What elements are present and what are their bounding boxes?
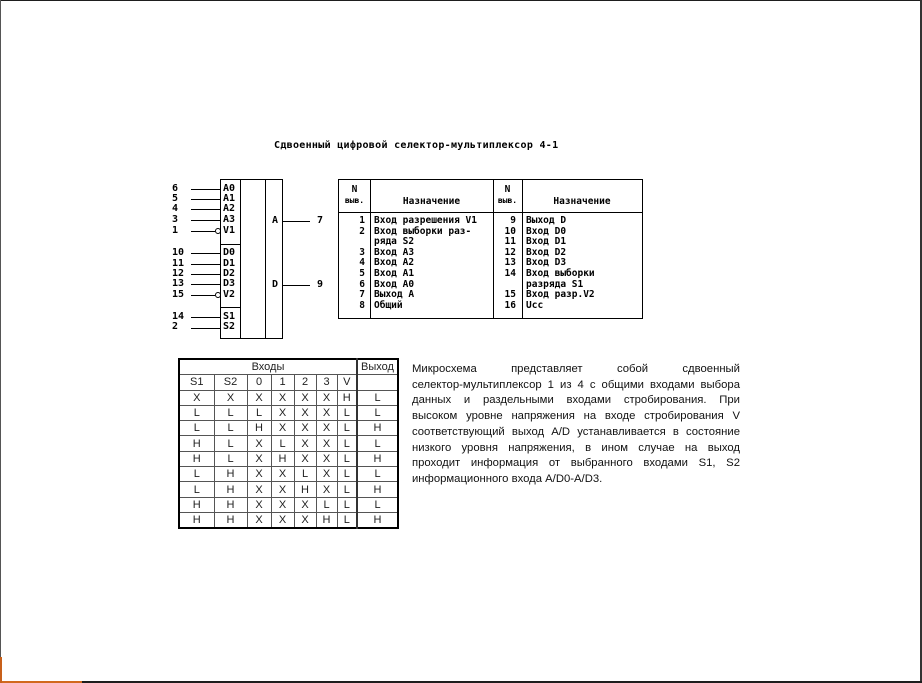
pin-wire	[191, 295, 215, 296]
truth-cell: X	[294, 421, 316, 436]
column-header: 1	[271, 375, 294, 390]
truth-cell: X	[247, 482, 271, 497]
header-purpose: Назначение	[553, 196, 611, 207]
pin-number: 12	[172, 268, 185, 279]
pin-number-cell: 9	[510, 215, 516, 226]
pin-label: A2	[223, 203, 236, 214]
truth-cell: X	[316, 451, 337, 466]
header-pin-number	[493, 184, 522, 206]
description-line: проходит информация от выбранного входами S1, S2	[412, 457, 740, 470]
table-row	[179, 467, 398, 482]
window-left-border	[0, 0, 1, 683]
truth-cell: X	[271, 390, 294, 405]
truth-cell: L	[179, 421, 214, 436]
pin-wire	[191, 317, 220, 318]
truth-output-cell: H	[357, 512, 398, 528]
pin-wire	[191, 284, 220, 285]
truth-output-cell: L	[357, 405, 398, 420]
truth-cell: H	[179, 436, 214, 451]
pin-number-cell: 6	[359, 278, 365, 290]
truth-cell: X	[271, 467, 294, 482]
pin-number-cell: 11	[504, 236, 516, 248]
truth-cell: X	[247, 467, 271, 482]
pin-wire	[191, 328, 220, 329]
pin-number: 14	[172, 311, 185, 322]
table-row	[179, 405, 398, 420]
output-label: D	[272, 279, 279, 290]
pin-label: D2	[223, 268, 236, 279]
output-wire	[283, 285, 310, 286]
truth-cell: H	[179, 497, 214, 512]
truth-cell: X	[214, 390, 247, 405]
truth-cell: X	[294, 390, 316, 405]
description-line: информационного входа A/D0-A/D3.	[412, 472, 603, 485]
pin-number: 13	[172, 278, 185, 289]
pin-purpose-cell: Вход A2	[374, 257, 415, 269]
pin-number-cell: 4	[359, 257, 365, 269]
truth-cell: H	[294, 482, 316, 497]
truth-group-header	[179, 359, 398, 375]
truth-cell: L	[214, 421, 247, 436]
description-line: высоком уровне напряжения на входе стробирования V	[412, 410, 740, 423]
description-line: низкого уровня напряжения, в ином случае на выход	[412, 441, 740, 454]
pin-purpose-cell: Общий	[374, 299, 403, 311]
ic-inner-divider	[240, 179, 241, 339]
pin-wire	[191, 253, 220, 254]
window-top-border	[0, 0, 922, 1]
pin-purpose-cell: Вход D2	[526, 246, 567, 258]
description-text	[412, 362, 740, 488]
truth-cell: L	[179, 482, 214, 497]
truth-cell: L	[316, 497, 337, 512]
pin-assignment-table	[338, 179, 643, 319]
pin-wire	[191, 264, 220, 265]
pin-purpose-cell: разряда S1	[526, 278, 584, 290]
pin-label: V1	[223, 225, 236, 236]
pin-number: 7	[317, 215, 324, 226]
taskbar-accent-left	[0, 657, 2, 683]
truth-cell: L	[294, 467, 316, 482]
truth-cell: L	[337, 405, 357, 420]
pin-purpose-cell: Вход разрешения V1	[374, 215, 477, 226]
pin-number-cell: 8	[359, 299, 365, 311]
pin-purpose-cell: Вход A1	[374, 268, 415, 279]
truth-output-cell: L	[357, 497, 398, 512]
truth-cell: X	[316, 467, 337, 482]
truth-cell: L	[271, 436, 294, 451]
truth-cell: X	[247, 390, 271, 405]
pin-number-cell: 7	[359, 289, 365, 301]
pin-number-cell: 12	[504, 246, 516, 258]
truth-cell: X	[247, 512, 271, 528]
truth-output-cell: H	[357, 482, 398, 497]
pin-number: 5	[172, 193, 179, 204]
pin-wire	[191, 189, 220, 190]
inversion-bubble-icon	[215, 292, 221, 298]
truth-cell: X	[316, 482, 337, 497]
pin-purpose-cell: Выход A	[374, 289, 415, 301]
truth-column-header	[179, 375, 398, 390]
table-row	[179, 451, 398, 466]
header-vyv: выв.	[497, 196, 518, 205]
table-row	[179, 436, 398, 451]
table-row	[179, 421, 398, 436]
truth-cell: X	[271, 405, 294, 420]
truth-cell: X	[271, 482, 294, 497]
column-header: S1	[179, 375, 214, 390]
header-n: N	[351, 184, 358, 195]
truth-cell: L	[214, 451, 247, 466]
ic-group-divider	[220, 244, 241, 245]
pin-purpose-cell: Вход D3	[526, 257, 567, 269]
inversion-bubble-icon	[215, 228, 221, 234]
pin-number-cell: 2	[359, 225, 365, 237]
pin-label: A1	[223, 193, 236, 204]
table-row	[179, 512, 398, 528]
header-n: N	[504, 184, 511, 195]
pin-number-cell: 14	[504, 268, 516, 279]
pin-number: 15	[172, 289, 185, 300]
truth-cell: H	[214, 482, 247, 497]
pin-number: 10	[172, 247, 185, 258]
column-header: 0	[247, 375, 271, 390]
truth-cell: H	[271, 451, 294, 466]
header-divider	[339, 212, 642, 213]
pin-number: 6	[172, 183, 179, 194]
pin-purpose-cell: Вход D0	[526, 225, 567, 237]
pin-number: 11	[172, 258, 185, 269]
truth-cell: X	[294, 497, 316, 512]
pin-label: D0	[223, 247, 236, 258]
ic-output-divider	[265, 179, 266, 339]
pin-wire	[191, 274, 220, 275]
truth-cell: X	[247, 436, 271, 451]
truth-cell: X	[179, 390, 214, 405]
truth-cell: X	[316, 390, 337, 405]
pin-label: D1	[223, 258, 236, 269]
pin-number-cell: 15	[504, 289, 516, 301]
pin-wire	[191, 220, 220, 221]
description-line: соответствующий выход A/D устанавливается в состояние	[412, 425, 740, 438]
table-row	[179, 482, 398, 497]
column-header: 2	[294, 375, 316, 390]
pin-number: 9	[317, 279, 324, 290]
pin-purpose-cell: Вход A3	[374, 246, 415, 258]
pin-label: A3	[223, 214, 236, 225]
truth-cell: L	[337, 497, 357, 512]
pin-purpose-cell: Вход выборки раз-	[374, 225, 472, 237]
truth-cell: X	[294, 451, 316, 466]
inputs-group-header: Входы	[179, 359, 357, 375]
truth-cell: L	[337, 482, 357, 497]
header-pin-number	[339, 184, 370, 206]
pin-number-cell: 1	[359, 215, 365, 226]
pin-wire	[191, 199, 220, 200]
truth-cell: H	[247, 421, 271, 436]
column-header: 3	[316, 375, 337, 390]
truth-cell: X	[247, 497, 271, 512]
page-title: Сдвоенный цифровой селектор-мультиплексор 4-1	[274, 140, 559, 151]
table-row	[179, 390, 398, 405]
column-header	[357, 375, 398, 390]
pin-number-cell: 10	[504, 225, 516, 237]
truth-output-cell: L	[357, 467, 398, 482]
truth-cell: X	[316, 436, 337, 451]
pin-number-cell: 3	[359, 246, 365, 258]
truth-cell: L	[214, 405, 247, 420]
pin-number: 1	[172, 225, 179, 236]
output-label: A	[272, 215, 279, 226]
truth-cell: X	[316, 421, 337, 436]
pin-number: 3	[172, 214, 179, 225]
pin-label: S2	[223, 321, 236, 332]
truth-cell: H	[337, 390, 357, 405]
table-row	[179, 497, 398, 512]
ic-schematic	[165, 175, 335, 345]
truth-cell: X	[271, 512, 294, 528]
truth-output-cell: H	[357, 451, 398, 466]
truth-cell: H	[214, 512, 247, 528]
pin-number-cell: 16	[504, 299, 516, 311]
header-purpose: Назначение	[402, 196, 461, 207]
pin-purpose-cell: Ucc	[526, 299, 544, 311]
header-vyv: выв.	[344, 196, 365, 205]
pin-label: V2	[223, 289, 236, 300]
pin-number-cell: 5	[359, 268, 365, 279]
truth-cell: X	[316, 405, 337, 420]
truth-cell: X	[294, 405, 316, 420]
pin-wire	[191, 231, 215, 232]
pin-purpose-cell: Вход разр.V2	[526, 289, 595, 301]
truth-cell: L	[337, 512, 357, 528]
pin-label: D3	[223, 278, 236, 289]
truth-cell: H	[179, 451, 214, 466]
description-line: данных и раздельными входами стробирования. При	[412, 394, 740, 407]
truth-table	[178, 358, 399, 529]
truth-cell: L	[337, 467, 357, 482]
truth-cell: X	[294, 512, 316, 528]
output-group-header: Выход	[357, 359, 398, 375]
pin-purpose-cell: Вход D1	[526, 236, 567, 248]
truth-cell: H	[179, 512, 214, 528]
output-wire	[283, 221, 310, 222]
pin-label: S1	[223, 311, 236, 322]
column-header: V	[337, 375, 357, 390]
truth-cell: X	[294, 436, 316, 451]
truth-cell: L	[247, 405, 271, 420]
pin-wire	[191, 209, 220, 210]
description-line: Микросхема представляет собой сдвоенный	[412, 363, 740, 375]
truth-cell: L	[214, 436, 247, 451]
truth-cell: X	[247, 451, 271, 466]
truth-output-cell: H	[357, 421, 398, 436]
pin-purpose-cell: Вход A0	[374, 278, 415, 290]
ic-group-divider	[220, 307, 241, 308]
pin-number: 4	[172, 203, 179, 214]
truth-output-cell: L	[357, 436, 398, 451]
truth-cell: L	[337, 451, 357, 466]
truth-cell: L	[337, 421, 357, 436]
truth-cell: L	[179, 467, 214, 482]
pin-number-cell: 13	[504, 257, 516, 269]
truth-cell: X	[271, 421, 294, 436]
column-header: S2	[214, 375, 247, 390]
truth-output-cell: L	[357, 390, 398, 405]
truth-cell: H	[214, 497, 247, 512]
truth-cell: X	[271, 497, 294, 512]
pin-purpose-cell: Выход D	[526, 215, 567, 226]
pin-purpose-cell: ряда S2	[374, 236, 415, 248]
pin-number: 2	[172, 321, 179, 332]
pin-purpose-cell: Вход выборки	[526, 268, 595, 279]
truth-cell: L	[337, 436, 357, 451]
truth-cell: L	[179, 405, 214, 420]
truth-cell: H	[316, 512, 337, 528]
truth-cell: H	[214, 467, 247, 482]
description-line: селектор-мультиплексор 1 из 4 с общими входами выбора	[412, 378, 740, 391]
pin-label: A0	[223, 183, 236, 194]
